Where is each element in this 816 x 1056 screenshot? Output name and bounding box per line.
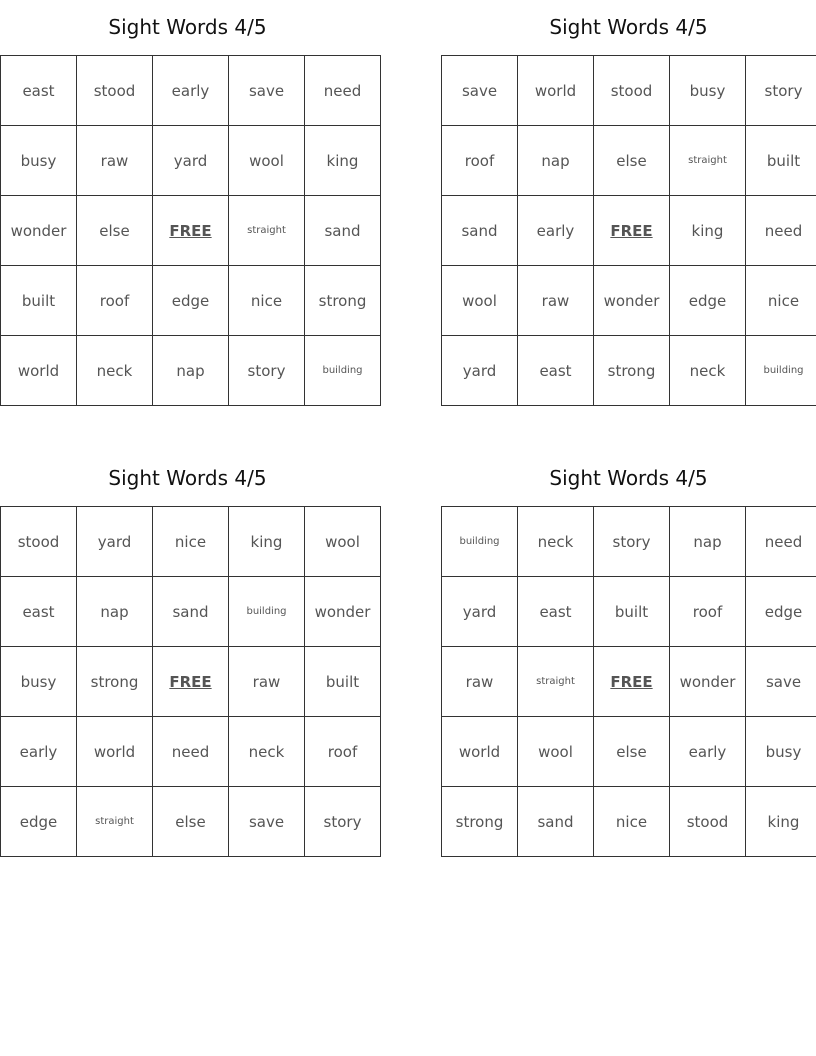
grid-row [442, 577, 816, 647]
word-cell: nap [518, 126, 594, 196]
bingo-grid [0, 506, 381, 857]
word-cell: need [746, 196, 816, 266]
word-cell: busy [1, 126, 77, 196]
word-cell: save [442, 56, 518, 126]
word-cell: save [229, 787, 305, 857]
word-cell: raw [229, 647, 305, 717]
word-cell: world [518, 56, 594, 126]
word-cell: sand [518, 787, 594, 857]
word-cell: busy [670, 56, 746, 126]
word-cell: edge [1, 787, 77, 857]
word-cell: east [518, 577, 594, 647]
word-cell: sand [153, 577, 229, 647]
word-cell: need [746, 507, 816, 577]
word-cell: raw [518, 266, 594, 336]
word-cell: yard [153, 126, 229, 196]
grid-row [442, 196, 816, 266]
word-cell: strong [77, 647, 153, 717]
word-cell: strong [442, 787, 518, 857]
word-cell: building [442, 507, 518, 577]
word-cell: neck [229, 717, 305, 787]
word-cell: wool [305, 507, 381, 577]
word-cell: story [229, 336, 305, 406]
word-cell: story [305, 787, 381, 857]
word-cell: stood [670, 787, 746, 857]
word-cell: edge [153, 266, 229, 336]
word-cell: raw [77, 126, 153, 196]
word-cell: building [746, 336, 816, 406]
card-title: Sight Words 4/5 [108, 15, 267, 39]
grid-row [442, 507, 816, 577]
word-cell: building [229, 577, 305, 647]
word-cell: roof [670, 577, 746, 647]
word-cell: wonder [1, 196, 77, 266]
word-cell: early [518, 196, 594, 266]
grid-row [442, 336, 816, 406]
word-cell: need [305, 56, 381, 126]
grid-row [1, 647, 381, 717]
word-cell: king [229, 507, 305, 577]
word-cell: else [77, 196, 153, 266]
free-space-cell: FREE [594, 196, 670, 266]
word-cell: else [594, 126, 670, 196]
word-cell: nice [746, 266, 816, 336]
grid-row [1, 717, 381, 787]
free-space-cell: FREE [153, 196, 229, 266]
word-cell: save [746, 647, 816, 717]
free-space-cell: FREE [153, 647, 229, 717]
word-cell: built [305, 647, 381, 717]
word-cell: early [670, 717, 746, 787]
word-cell: yard [77, 507, 153, 577]
bingo-grid [441, 506, 816, 857]
word-cell: busy [746, 717, 816, 787]
word-cell: neck [670, 336, 746, 406]
word-cell: wool [229, 126, 305, 196]
word-cell: roof [305, 717, 381, 787]
word-cell: else [153, 787, 229, 857]
grid-row [1, 577, 381, 647]
word-cell: built [1, 266, 77, 336]
card-title: Sight Words 4/5 [108, 466, 267, 490]
card-title: Sight Words 4/5 [549, 466, 708, 490]
word-cell: wool [442, 266, 518, 336]
word-cell: yard [442, 336, 518, 406]
word-cell: straight [518, 647, 594, 717]
word-cell: story [594, 507, 670, 577]
bingo-grid [441, 55, 816, 406]
word-cell: built [594, 577, 670, 647]
grid-row [442, 126, 816, 196]
word-cell: early [1, 717, 77, 787]
word-cell: wonder [594, 266, 670, 336]
word-cell: neck [77, 336, 153, 406]
grid-row [442, 56, 816, 126]
word-cell: edge [670, 266, 746, 336]
word-cell: edge [746, 577, 816, 647]
word-cell: strong [594, 336, 670, 406]
word-cell: building [305, 336, 381, 406]
word-cell: neck [518, 507, 594, 577]
word-cell: raw [442, 647, 518, 717]
grid-row [1, 196, 381, 266]
grid-row [442, 647, 816, 717]
word-cell: wonder [305, 577, 381, 647]
word-cell: east [1, 577, 77, 647]
word-cell: nice [594, 787, 670, 857]
word-cell: stood [594, 56, 670, 126]
word-cell: king [670, 196, 746, 266]
word-cell: nice [153, 507, 229, 577]
word-cell: world [77, 717, 153, 787]
word-cell: straight [670, 126, 746, 196]
word-cell: sand [442, 196, 518, 266]
bingo-grid [0, 55, 381, 406]
grid-row [1, 336, 381, 406]
free-space-cell: FREE [594, 647, 670, 717]
card-title: Sight Words 4/5 [549, 15, 708, 39]
grid-row [1, 507, 381, 577]
word-cell: roof [442, 126, 518, 196]
word-cell: nice [229, 266, 305, 336]
grid-row [1, 56, 381, 126]
word-cell: nap [77, 577, 153, 647]
word-cell: king [746, 787, 816, 857]
word-cell: story [746, 56, 816, 126]
word-cell: world [1, 336, 77, 406]
word-cell: save [229, 56, 305, 126]
word-cell: straight [229, 196, 305, 266]
word-cell: built [746, 126, 816, 196]
grid-row [442, 787, 816, 857]
word-cell: nap [153, 336, 229, 406]
word-cell: roof [77, 266, 153, 336]
word-cell: busy [1, 647, 77, 717]
word-cell: sand [305, 196, 381, 266]
grid-row [442, 266, 816, 336]
word-cell: else [594, 717, 670, 787]
word-cell: need [153, 717, 229, 787]
word-cell: east [518, 336, 594, 406]
grid-row [1, 787, 381, 857]
word-cell: stood [77, 56, 153, 126]
word-cell: world [442, 717, 518, 787]
word-cell: wool [518, 717, 594, 787]
word-cell: straight [77, 787, 153, 857]
grid-row [1, 266, 381, 336]
word-cell: strong [305, 266, 381, 336]
word-cell: king [305, 126, 381, 196]
grid-row [442, 717, 816, 787]
word-cell: wonder [670, 647, 746, 717]
word-cell: early [153, 56, 229, 126]
word-cell: nap [670, 507, 746, 577]
word-cell: east [1, 56, 77, 126]
word-cell: yard [442, 577, 518, 647]
word-cell: stood [1, 507, 77, 577]
grid-row [1, 126, 381, 196]
